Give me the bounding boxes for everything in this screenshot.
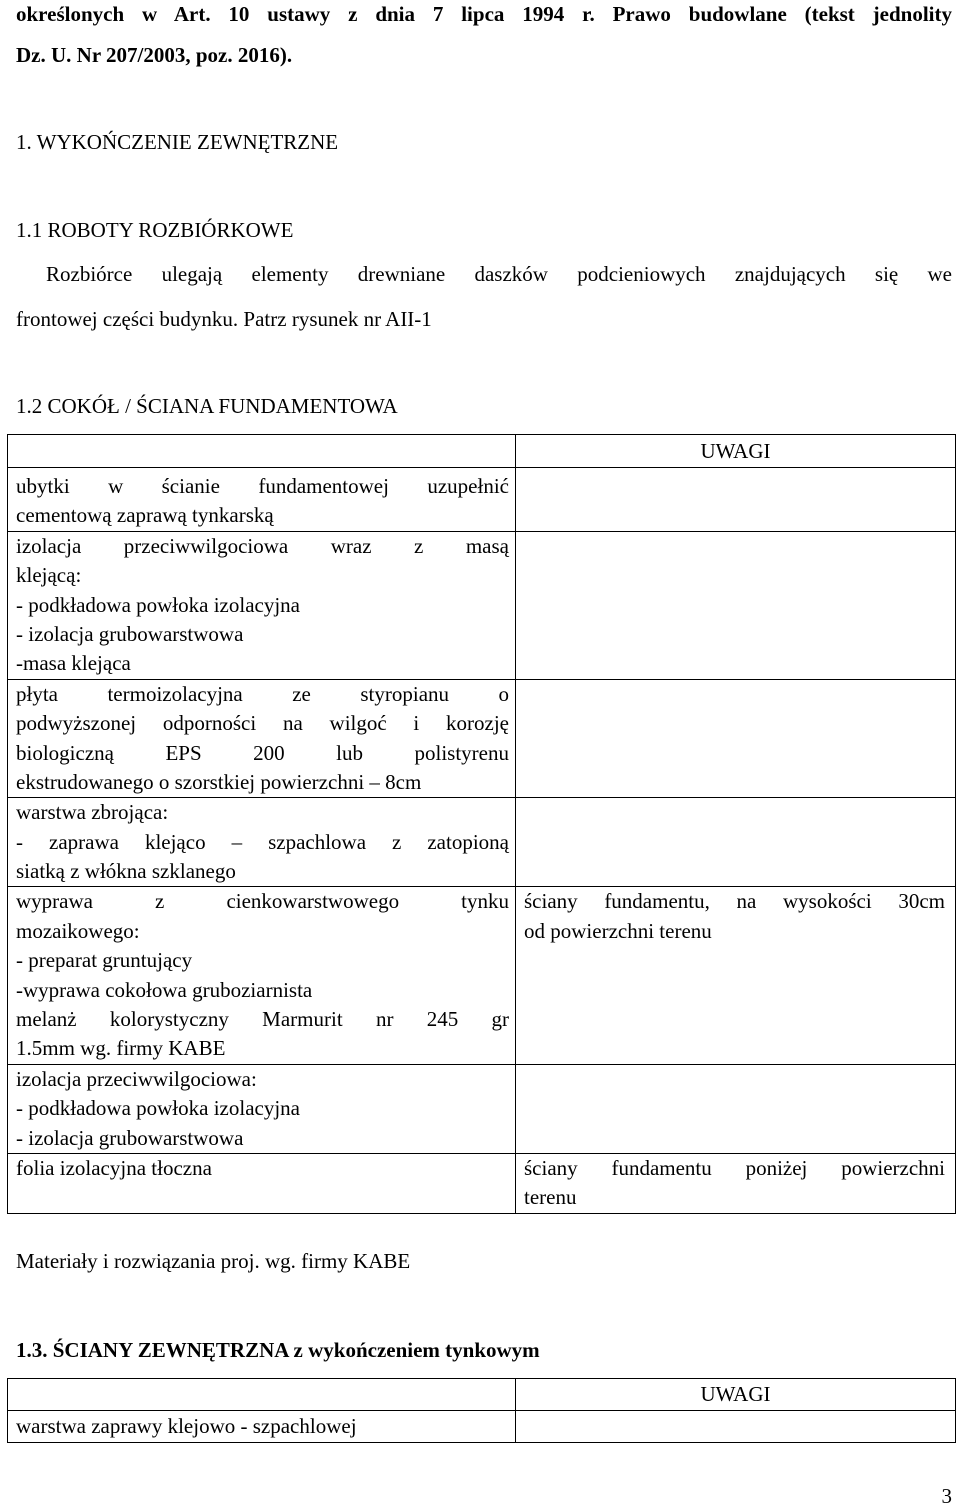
intro-line-2: Dz. U. Nr 207/2003, poz. 2016). (16, 43, 293, 67)
row-description-cell (8, 1153, 516, 1213)
materials-note: Materiały i rozwiązania proj. wg. firmy KABE (16, 1249, 411, 1273)
header-left-cell (8, 435, 516, 468)
row-line: wyprawa z cienkowarstwowego tynku (16, 889, 509, 914)
row-description-cell (8, 468, 516, 532)
row-notes-cell (516, 531, 956, 679)
row-notes-cell (516, 679, 956, 798)
section-1-1-heading: 1.1 ROBOTY ROZBIÓRKOWE (16, 218, 294, 242)
row-line: melanż kolorystyczny Marmurit nr 245 gr (16, 1007, 509, 1032)
row-line: biologiczną EPS 200 lub polistyrenu (16, 740, 509, 765)
row-line: - podkładowa powłoka izolacyjna (16, 1096, 300, 1121)
row-line: izolacja przeciwwilgociowa: (16, 1066, 257, 1091)
sciany-table-header-row (8, 1379, 956, 1411)
section-1-heading: 1. WYKOŃCZENIE ZEWNĘTRZNE (16, 130, 339, 154)
row-notes-cell (516, 1153, 956, 1213)
notes-line: od powierzchni terenu (524, 918, 712, 943)
row-line: - zaprawa klejąco – szpachlowa z zatopioną (16, 829, 509, 854)
row-line: siatką z włókna szklanego (16, 859, 236, 884)
table-row (8, 468, 956, 532)
row-line: - izolacja grubowarstwowa (16, 1125, 244, 1150)
row-line: - izolacja grubowarstwowa (16, 621, 244, 646)
row-notes-cell (516, 798, 956, 887)
row-line: mozaikowego: (16, 918, 140, 943)
notes-line: ściany fundamentu poniżej powierzchni (524, 1155, 945, 1180)
table-row (8, 887, 956, 1064)
cokol-table (7, 434, 956, 1214)
row-line: warstwa zaprawy klejowo - szpachlowej (16, 1414, 357, 1438)
row-line: -masa klejąca (16, 651, 131, 676)
row-line: folia izolacyjna tłoczna (16, 1155, 212, 1180)
row-notes-cell (516, 1064, 956, 1153)
row-line: ubytki w ścianie fundamentowej uzupełnić (16, 474, 509, 498)
notes-line: terenu (524, 1185, 577, 1210)
row-line: klejącą: (16, 563, 82, 588)
header-notes-cell (516, 1379, 956, 1411)
header-notes-cell (516, 435, 956, 468)
intro-line-1: określonych w Art. 10 ustawy z dnia 7 lipca 1994 r. Prawo budowlane (tekst jednolity (16, 2, 952, 26)
row-notes-cell (516, 468, 956, 532)
section-1-1-line-2: frontowej części budynku. Patrz rysunek nr AII-1 (16, 307, 432, 331)
row-line: - preparat gruntujący (16, 948, 193, 973)
row-line: - podkładowa powłoka izolacyjna (16, 592, 300, 617)
row-line: płyta termoizolacyjna ze styropianu o (16, 681, 509, 706)
row-notes-cell (516, 1411, 956, 1443)
row-description-cell (8, 887, 516, 1064)
notes-line: ściany fundamentu, na wysokości 30cm (524, 889, 945, 914)
page-number: 3 (941, 1484, 952, 1508)
row-line: izolacja przeciwwilgociowa wraz z masą (16, 533, 509, 558)
row-description-cell (8, 1411, 516, 1443)
row-line: warstwa zbrojąca: (16, 800, 169, 825)
header-left-cell (8, 1379, 516, 1411)
sciany-table (7, 1378, 956, 1443)
section-1-1-line-1: Rozbiórce ulegają elementy drewniane daszków podcieniowych znajdujących się we (46, 262, 952, 286)
cokol-table-header-row (8, 435, 956, 468)
notes-header-label: UWAGI (700, 1382, 771, 1406)
row-line: podwyższonej odporności na wilgoć i korozję (16, 711, 509, 736)
row-description-cell (8, 679, 516, 798)
section-1-2-heading: 1.2 COKÓŁ / ŚCIANA FUNDAMENTOWA (16, 394, 398, 418)
row-line: cementową zaprawą tynkarską (16, 503, 274, 528)
table-row (8, 1064, 956, 1153)
row-description-cell (8, 798, 516, 887)
notes-header-label: UWAGI (700, 439, 771, 463)
table-row (8, 798, 956, 887)
row-line: 1.5mm wg. firmy KABE (16, 1036, 226, 1061)
table-row (8, 679, 956, 798)
table-row (8, 1153, 956, 1213)
row-description-cell (8, 531, 516, 679)
row-line: -wyprawa cokołowa gruboziarnista (16, 977, 313, 1002)
table-row (8, 531, 956, 679)
row-line: ekstrudowanego o szorstkiej powierzchni – 8cm (16, 769, 422, 794)
row-notes-cell (516, 887, 956, 1064)
section-1-3-heading: 1.3. ŚCIANY ZEWNĘTRZNA z wykończeniem tynkowym (16, 1338, 540, 1362)
table-row (8, 1411, 956, 1443)
row-description-cell (8, 1064, 516, 1153)
